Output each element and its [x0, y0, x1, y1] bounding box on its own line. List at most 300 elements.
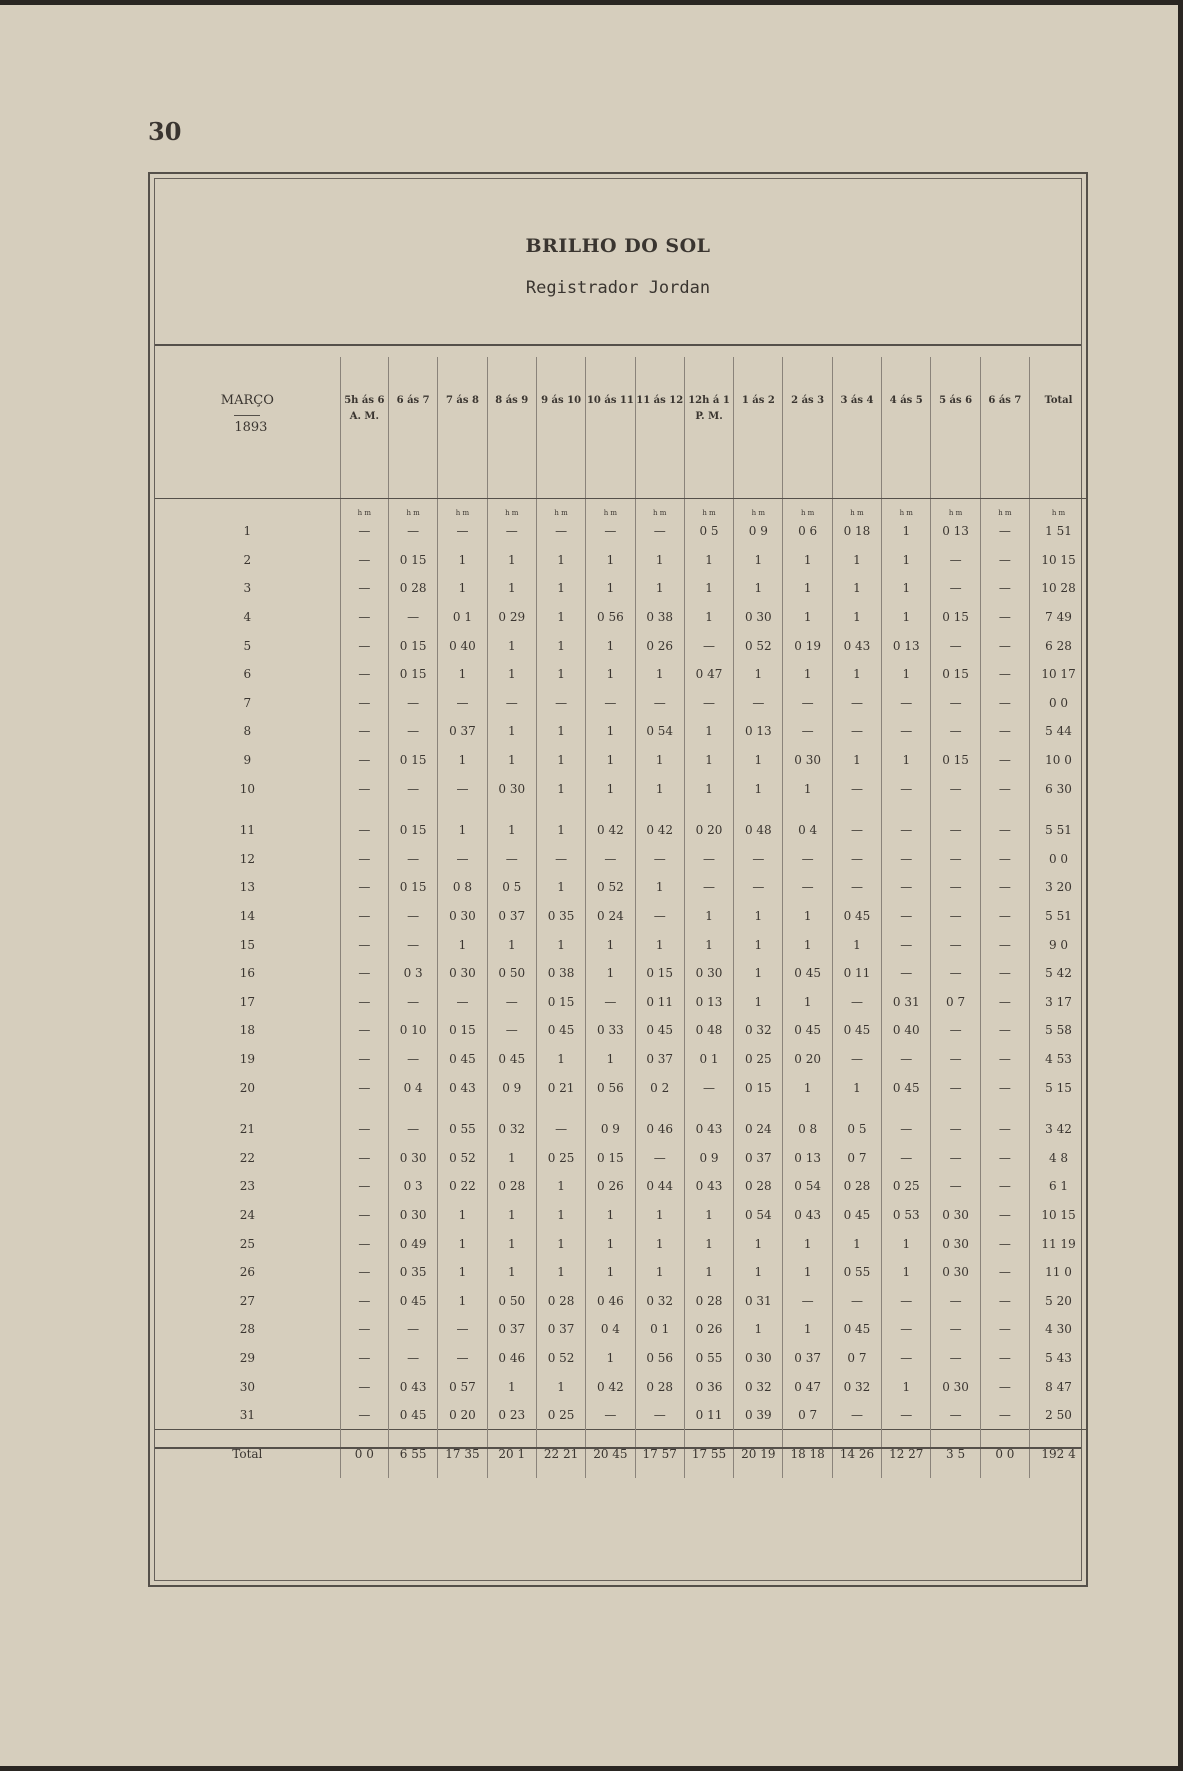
day-cell: 6 [243, 667, 252, 682]
value-cell: 0 13 [734, 717, 783, 746]
value-cell: 5 42 [1030, 959, 1087, 988]
value-cell: — [980, 717, 1029, 746]
value-cell: — [635, 902, 684, 931]
value-cell: 1 [832, 660, 881, 689]
value-cell: 0 31 [882, 988, 931, 1017]
value-cell: 0 32 [635, 1286, 684, 1315]
value-cell: 0 26 [635, 631, 684, 660]
value-cell: — [931, 845, 980, 874]
value-cell: 0 54 [734, 1201, 783, 1230]
value-cell: 1 [783, 660, 832, 689]
value-cell: 0 37 [536, 1315, 585, 1344]
value-cell: — [931, 1073, 980, 1102]
value-cell: 10 0 [1030, 746, 1087, 775]
table-row [155, 1016, 1087, 1045]
value-cell: 0 1 [635, 1315, 684, 1344]
value-cell: 0 0 [1030, 845, 1087, 874]
value-cell: — [931, 574, 980, 603]
value-cell: 1 [586, 959, 635, 988]
value-cell: 1 [635, 574, 684, 603]
value-cell: — [931, 1143, 980, 1172]
value-cell: 4 53 [1030, 1045, 1087, 1074]
value-cell: 0 30 [931, 1258, 980, 1287]
value-cell: 1 [586, 717, 635, 746]
gap-cell [586, 1102, 635, 1115]
value-cell: — [340, 546, 388, 575]
value-cell: — [340, 574, 388, 603]
value-cell: 1 [882, 1258, 931, 1287]
table-row [155, 631, 1087, 660]
value-cell: 0 20 [684, 816, 733, 845]
value-cell: 0 45 [635, 1016, 684, 1045]
unit-label: h m [1030, 499, 1087, 518]
value-cell: 0 50 [487, 1286, 536, 1315]
group-gap [155, 803, 1087, 816]
table-row [155, 1401, 1087, 1430]
value-cell: — [980, 1344, 1029, 1373]
value-cell: 1 [882, 603, 931, 632]
value-cell: — [388, 689, 437, 718]
value-cell: 1 [438, 1201, 487, 1230]
value-cell: 1 [684, 1258, 733, 1287]
value-cell: 1 [684, 930, 733, 959]
value-cell: — [340, 717, 388, 746]
day-cell: 5 [243, 638, 252, 653]
total-cell: 0 0 [980, 1430, 1029, 1479]
gap-cell [586, 803, 635, 816]
value-cell: 0 5 [832, 1115, 881, 1144]
value-cell: 0 42 [586, 816, 635, 845]
value-cell: 0 45 [536, 1016, 585, 1045]
value-cell: 1 [882, 517, 931, 546]
value-cell: — [340, 1172, 388, 1201]
year-label: 1893 [234, 415, 260, 440]
value-cell: — [340, 1045, 388, 1074]
value-cell: — [931, 1172, 980, 1201]
value-cell: — [388, 930, 437, 959]
value-cell: 1 [586, 574, 635, 603]
day-cell: 9 [243, 753, 252, 768]
unit-label: h m [586, 499, 635, 518]
bottom-divider [155, 1447, 1081, 1449]
value-cell: — [340, 873, 388, 902]
value-cell: 1 [882, 660, 931, 689]
value-cell: 0 55 [832, 1258, 881, 1287]
value-cell: — [931, 1344, 980, 1373]
value-cell: 0 15 [388, 660, 437, 689]
value-cell: 4 8 [1030, 1143, 1087, 1172]
value-cell: 0 30 [438, 902, 487, 931]
value-cell: 0 8 [438, 873, 487, 902]
value-cell: — [931, 717, 980, 746]
value-cell: 5 51 [1030, 816, 1087, 845]
gap-cell [155, 803, 340, 816]
value-cell: 0 13 [931, 517, 980, 546]
value-cell: 1 [586, 1201, 635, 1230]
value-cell: 0 9 [586, 1115, 635, 1144]
title-divider [155, 344, 1081, 346]
value-cell: 1 [438, 660, 487, 689]
day-cell: 28 [239, 1322, 255, 1337]
value-cell: 0 22 [438, 1172, 487, 1201]
value-cell: 1 [536, 1258, 585, 1287]
value-cell: 1 [438, 1258, 487, 1287]
value-cell: 1 [586, 1229, 635, 1258]
value-cell: — [832, 873, 881, 902]
total-cell: 12 27 [882, 1430, 931, 1479]
total-cell: 17 57 [635, 1430, 684, 1479]
value-cell: 0 9 [684, 1143, 733, 1172]
value-cell: — [536, 689, 585, 718]
value-cell: 0 32 [734, 1016, 783, 1045]
value-cell: — [980, 517, 1029, 546]
table-row [155, 1344, 1087, 1373]
value-cell: 1 [536, 1201, 585, 1230]
value-cell: 11 19 [1030, 1229, 1087, 1258]
table-row [155, 816, 1087, 845]
unit-label: h m [388, 499, 437, 518]
value-cell: 0 15 [536, 988, 585, 1017]
value-cell: — [931, 1016, 980, 1045]
value-cell: 1 [734, 959, 783, 988]
value-cell: 1 [635, 930, 684, 959]
value-cell: — [684, 845, 733, 874]
value-cell: 0 37 [487, 1315, 536, 1344]
total-cell: 0 0 [340, 1430, 388, 1479]
value-cell: — [882, 1344, 931, 1373]
value-cell: — [340, 1286, 388, 1315]
value-cell: 1 [487, 746, 536, 775]
total-cell: 20 19 [734, 1430, 783, 1479]
value-cell: 0 5 [487, 873, 536, 902]
table-frame-inner [154, 178, 1082, 1581]
column-header [586, 357, 635, 499]
page-title: BRILHO DO SOL [525, 235, 711, 257]
value-cell: — [487, 689, 536, 718]
value-cell: 1 [783, 1073, 832, 1102]
value-cell: 0 52 [438, 1143, 487, 1172]
value-cell: 0 30 [684, 959, 733, 988]
value-cell: 0 15 [438, 1016, 487, 1045]
value-cell: — [340, 1229, 388, 1258]
value-cell: — [931, 689, 980, 718]
value-cell: 0 28 [536, 1286, 585, 1315]
value-cell: 0 45 [783, 1016, 832, 1045]
value-cell: — [980, 1143, 1029, 1172]
value-cell: — [340, 1315, 388, 1344]
value-cell: — [980, 1315, 1029, 1344]
value-cell: 1 [832, 574, 881, 603]
value-cell: 1 [734, 1258, 783, 1287]
value-cell: — [882, 816, 931, 845]
table-row [155, 845, 1087, 874]
value-cell: — [438, 774, 487, 803]
value-cell: 0 37 [487, 902, 536, 931]
value-cell: — [340, 1143, 388, 1172]
units-spacer [155, 499, 340, 518]
value-cell: 1 [438, 1286, 487, 1315]
value-cell: 0 0 [1030, 689, 1087, 718]
value-cell: — [882, 1115, 931, 1144]
total-cell: 20 45 [586, 1430, 635, 1479]
value-cell: 0 43 [684, 1172, 733, 1201]
value-cell: — [586, 517, 635, 546]
value-cell: — [340, 1401, 388, 1430]
value-cell: 0 15 [388, 873, 437, 902]
units-row [155, 499, 1087, 518]
value-cell: — [882, 845, 931, 874]
group-gap [155, 1102, 1087, 1115]
gap-cell [438, 803, 487, 816]
value-cell: 0 37 [734, 1143, 783, 1172]
value-cell: 0 15 [388, 631, 437, 660]
value-cell: — [388, 1045, 437, 1074]
value-cell: — [340, 1344, 388, 1373]
day-cell: 12 [239, 851, 255, 866]
column-header-line1: 7 ás 8 [445, 395, 479, 406]
value-cell: — [882, 1045, 931, 1074]
value-cell: — [980, 574, 1029, 603]
value-cell: 3 17 [1030, 988, 1087, 1017]
value-cell: 1 [684, 902, 733, 931]
value-cell: 0 47 [684, 660, 733, 689]
value-cell: 0 25 [734, 1045, 783, 1074]
table-row [155, 1258, 1087, 1287]
value-cell: — [388, 845, 437, 874]
value-cell: — [931, 774, 980, 803]
column-header [340, 357, 388, 499]
table-row [155, 1229, 1087, 1258]
value-cell: 0 15 [931, 746, 980, 775]
column-header-line1: 9 ás 10 [541, 395, 582, 406]
value-cell: — [980, 1045, 1029, 1074]
value-cell: — [980, 603, 1029, 632]
value-cell: — [832, 717, 881, 746]
value-cell: 0 43 [438, 1073, 487, 1102]
value-cell: — [734, 873, 783, 902]
value-cell: — [438, 1315, 487, 1344]
gap-cell [388, 1102, 437, 1115]
gap-cell [1030, 803, 1087, 816]
value-cell: — [586, 845, 635, 874]
value-cell: — [931, 873, 980, 902]
value-cell: 1 [734, 774, 783, 803]
value-cell: 1 [536, 660, 585, 689]
value-cell: 0 53 [882, 1201, 931, 1230]
value-cell: — [980, 959, 1029, 988]
value-cell: — [340, 988, 388, 1017]
value-cell: — [882, 1315, 931, 1344]
value-cell: 0 5 [684, 517, 733, 546]
value-cell: 0 43 [388, 1372, 437, 1401]
day-cell: 24 [239, 1207, 255, 1222]
table-row [155, 546, 1087, 575]
value-cell: — [783, 1286, 832, 1315]
column-header [635, 357, 684, 499]
value-cell: 0 13 [783, 1143, 832, 1172]
value-cell: 0 11 [635, 988, 684, 1017]
value-cell: 1 [536, 574, 585, 603]
value-cell: 1 [783, 546, 832, 575]
value-cell: 1 [882, 746, 931, 775]
value-cell: — [783, 845, 832, 874]
value-cell: — [980, 1073, 1029, 1102]
value-cell: 0 30 [783, 746, 832, 775]
value-cell: — [684, 873, 733, 902]
unit-label: h m [635, 499, 684, 518]
value-cell: — [340, 845, 388, 874]
value-cell: 1 [487, 546, 536, 575]
value-cell: 1 [684, 717, 733, 746]
value-cell: 1 [586, 774, 635, 803]
column-header-line1: 12h á 1 [688, 395, 730, 406]
value-cell: — [684, 631, 733, 660]
value-cell: — [980, 660, 1029, 689]
value-cell: 1 [783, 902, 832, 931]
value-cell: — [980, 873, 1029, 902]
value-cell: 1 [783, 603, 832, 632]
value-cell: 0 46 [586, 1286, 635, 1315]
day-cell: 27 [239, 1293, 255, 1308]
value-cell: 0 48 [734, 816, 783, 845]
value-cell: 1 [438, 546, 487, 575]
unit-label: h m [882, 499, 931, 518]
value-cell: — [340, 1115, 388, 1144]
table-row [155, 1372, 1087, 1401]
value-cell: — [783, 873, 832, 902]
column-header-line1: 11 ás 12 [636, 395, 684, 406]
sunshine-table [155, 357, 1087, 1478]
value-cell: — [388, 1344, 437, 1373]
total-cell: 17 55 [684, 1430, 733, 1479]
value-cell: — [931, 631, 980, 660]
value-cell: — [536, 845, 585, 874]
day-cell: 31 [239, 1408, 255, 1423]
value-cell: 0 39 [734, 1401, 783, 1430]
value-cell: 0 4 [388, 1073, 437, 1102]
value-cell: 1 [536, 746, 585, 775]
day-cell: 19 [239, 1051, 255, 1066]
value-cell: 1 [635, 774, 684, 803]
value-cell: 0 37 [635, 1045, 684, 1074]
value-cell: — [980, 689, 1029, 718]
value-cell: — [340, 774, 388, 803]
value-cell: — [438, 845, 487, 874]
value-cell: 0 30 [931, 1201, 980, 1230]
value-cell: — [931, 1286, 980, 1315]
table-row [155, 930, 1087, 959]
column-header [734, 357, 783, 499]
value-cell: 1 [536, 1045, 585, 1074]
value-cell: 0 36 [684, 1372, 733, 1401]
value-cell: — [832, 1045, 881, 1074]
value-cell: 6 1 [1030, 1172, 1087, 1201]
value-cell: 0 31 [734, 1286, 783, 1315]
value-cell: 1 [684, 1201, 733, 1230]
day-cell: 15 [239, 937, 255, 952]
table-row [155, 517, 1087, 546]
column-header-line1: 5h ás 6 [344, 395, 385, 406]
value-cell: — [388, 774, 437, 803]
value-cell: 0 19 [783, 631, 832, 660]
value-cell: 1 [783, 774, 832, 803]
day-cell: 23 [239, 1179, 255, 1194]
value-cell: 1 [684, 774, 733, 803]
gap-cell [536, 803, 585, 816]
table-row [155, 746, 1087, 775]
value-cell: 1 [684, 546, 733, 575]
value-cell: 0 3 [388, 1172, 437, 1201]
value-cell: — [388, 603, 437, 632]
value-cell: 5 44 [1030, 717, 1087, 746]
value-cell: 10 15 [1030, 1201, 1087, 1230]
value-cell: 1 [586, 1344, 635, 1373]
value-cell: 1 [487, 660, 536, 689]
value-cell: — [931, 1115, 980, 1144]
total-cell: 6 55 [388, 1430, 437, 1479]
column-header-line1: 3 ás 4 [840, 395, 874, 406]
value-cell: — [388, 1315, 437, 1344]
value-cell: 1 [487, 816, 536, 845]
value-cell: 0 43 [832, 631, 881, 660]
value-cell: 1 [635, 873, 684, 902]
column-header-line1: 10 ás 11 [586, 395, 634, 406]
day-cell: 10 [239, 781, 255, 796]
value-cell: — [980, 1172, 1029, 1201]
day-cell: 7 [243, 695, 252, 710]
column-header [832, 357, 881, 499]
column-header [931, 357, 980, 499]
value-cell: 0 46 [487, 1344, 536, 1373]
table-row [155, 660, 1087, 689]
value-cell: 0 42 [586, 1372, 635, 1401]
column-header-line1: 6 ás 7 [988, 395, 1022, 406]
value-cell: — [340, 631, 388, 660]
value-cell: — [340, 660, 388, 689]
day-cell: 22 [239, 1150, 255, 1165]
column-header [980, 357, 1029, 499]
value-cell: — [734, 845, 783, 874]
value-cell: — [438, 988, 487, 1017]
day-cell: 16 [239, 966, 255, 981]
value-cell: 1 [783, 1258, 832, 1287]
value-cell: 0 15 [931, 603, 980, 632]
value-cell: 1 [635, 546, 684, 575]
value-cell: 1 [487, 717, 536, 746]
value-cell: 0 56 [586, 603, 635, 632]
value-cell: 1 [734, 988, 783, 1017]
value-cell: 0 54 [635, 717, 684, 746]
value-cell: 0 49 [388, 1229, 437, 1258]
value-cell: 1 [487, 1201, 536, 1230]
value-cell: — [438, 689, 487, 718]
value-cell: — [487, 988, 536, 1017]
value-cell: — [980, 774, 1029, 803]
value-cell: 5 20 [1030, 1286, 1087, 1315]
value-cell: 6 28 [1030, 631, 1087, 660]
value-cell: 0 48 [684, 1016, 733, 1045]
value-cell: — [388, 988, 437, 1017]
value-cell: — [980, 1229, 1029, 1258]
page-subtitle: Registrador Jordan [525, 278, 711, 298]
value-cell: 0 28 [487, 1172, 536, 1201]
value-cell: 1 [783, 1315, 832, 1344]
value-cell: 4 30 [1030, 1315, 1087, 1344]
value-cell: 1 [635, 1258, 684, 1287]
value-cell: 1 [734, 1315, 783, 1344]
value-cell: — [536, 1115, 585, 1144]
value-cell: 1 [832, 603, 881, 632]
